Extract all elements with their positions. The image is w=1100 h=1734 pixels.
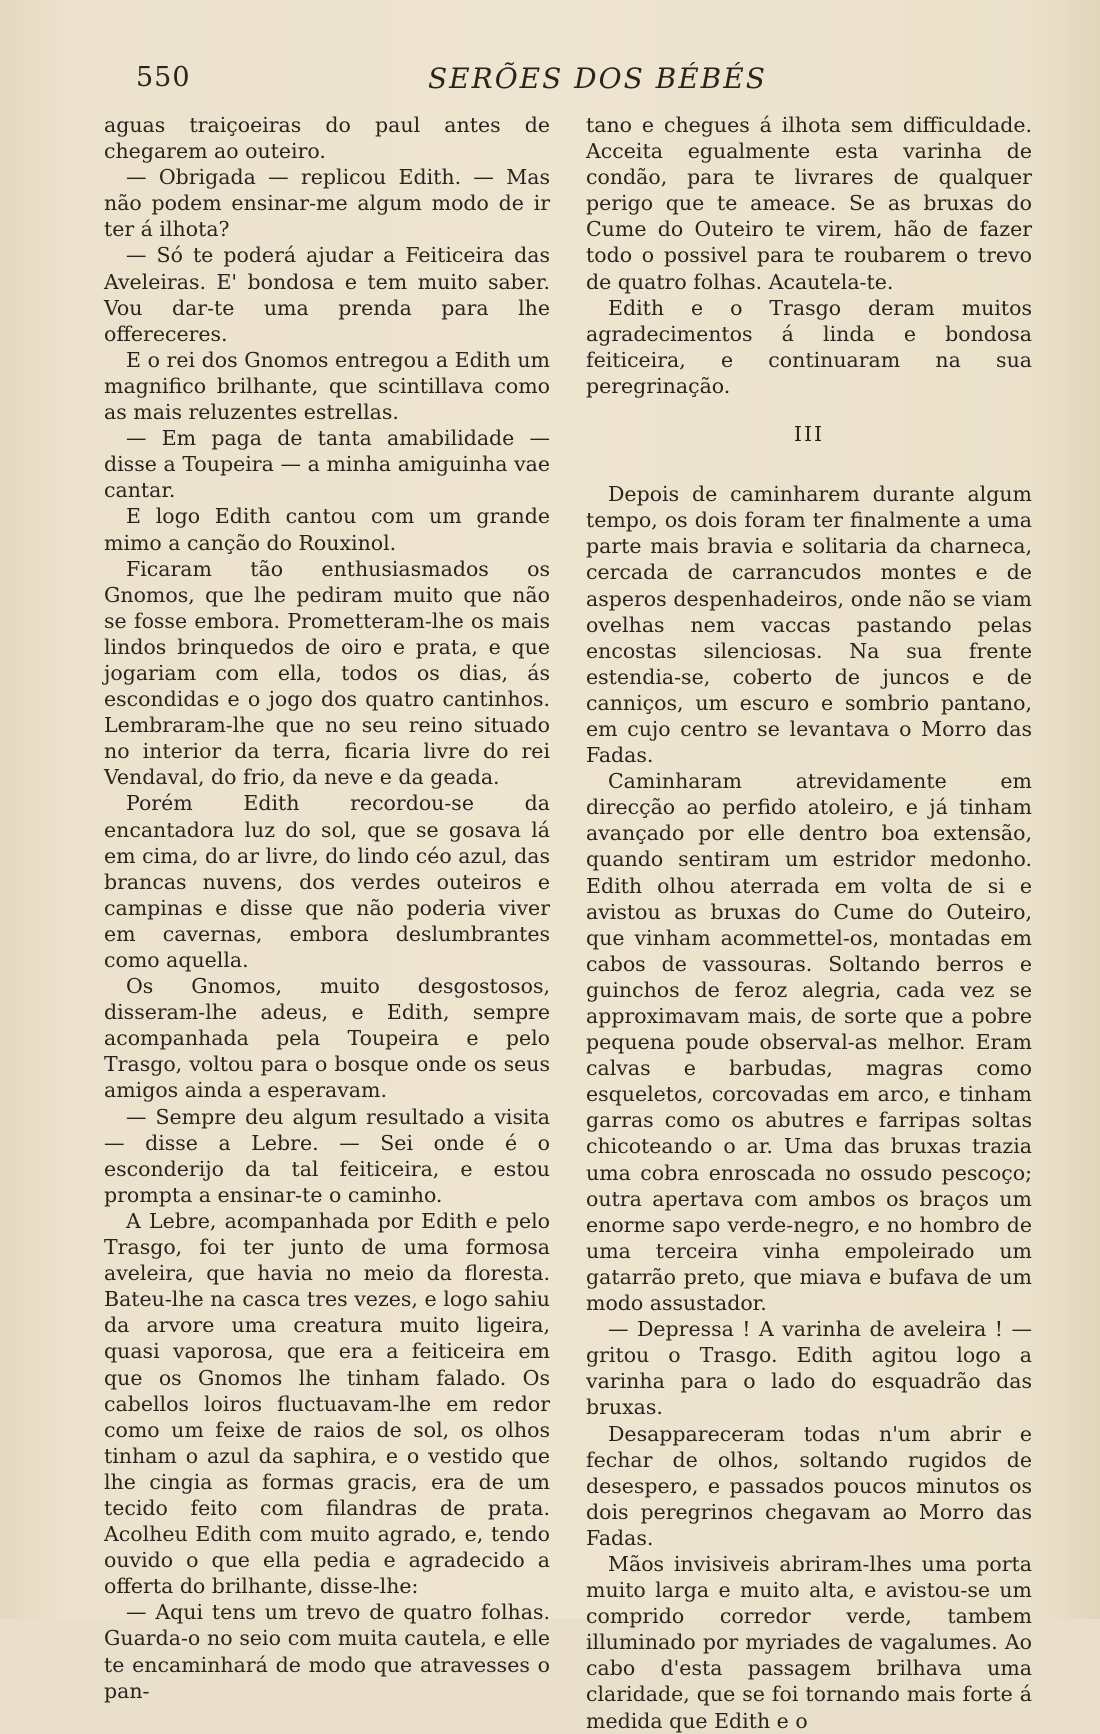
paragraph: Caminharam atrevidamente em direcção ao perfido atoleiro, e já tinham avançado por elle dentro boa extensão, quando sentiram um estridor medonho. Edith olhou aterrada em volta de si e avistou as bruxas do Cume do Outeiro, que vinham acommettel-os, montadas em cabos de vassouras. Soltando berros e guinchos de feroz alegria, cada vez se approximavam mais, de sorte que a pobre pequena poude observal-as melhor. Eram calvas e barbudas, magras como esqueletos, corcovadas em arco, e tinham garras como os abutres e farripas soltas chicoteando o ar. Uma das bruxas trazia uma cobra enroscada no ossudo pescoço; outra apertava com ambos os braços um enorme sapo verde-negro, e no hombro de uma terceira vinha empoleirado um gatarrão preto, que miava e bufava de um modo assustador.: [586, 769, 1032, 1316]
paragraph: — Aqui tens um trevo de quatro folhas. Guarda-o no seio com muita cautela, e elle te encaminhará de modo que atravesses o pan-: [104, 1600, 550, 1703]
left-column: [104, 112, 550, 1704]
paragraph: — Depressa ! A varinha de aveleira ! — gritou o Trasgo. Edith agitou logo a varinha para o lado do esquadrão das bruxas.: [586, 1317, 1032, 1420]
paragraph: Mãos invisiveis abriram-lhes uma porta muito larga e muito alta, e avistou-se um comprido corredor verde, tambem illuminado por myriades de vagalumes. Ao cabo d'esta passagem brilhava uma claridade, que se foi tornando mais forte á medida que Edith e o: [586, 1551, 1032, 1733]
paragraph: aguas traiçoeiras do paul antes de chegarem ao outeiro.: [104, 113, 550, 164]
section-heading: III: [793, 422, 825, 447]
running-title: SERÕES DOS BÉBÉS: [428, 62, 767, 95]
paragraph: — Obrigada — replicou Edith. — Mas não podem ensinar-me algum modo de ir ter á ilhota?: [104, 165, 550, 242]
paragraph: E o rei dos Gnomos entregou a Edith um magnifico brilhante, que scintillava como as mais reluzentes estrellas.: [104, 347, 550, 425]
paragraph: Porém Edith recordou-se da encantadora luz do sol, que se gosava lá em cima, do ar livre, do lindo céo azul, das brancas nuvens, dos verdes outeiros e campinas e disse que não poderia viver em cavernas, embora deslumbrantes como aquella.: [104, 791, 550, 972]
page-number: 550: [136, 62, 191, 93]
paragraph: — Sempre deu algum resultado a visita — disse a Lebre. — Sei onde é o esconderijo da tal feiticeira, e estou prompta a ensinar-te o caminho.: [104, 1104, 550, 1207]
paragraph: Ficaram tão enthusiasmados os Gnomos, que lhe pediram muito que não se fosse embora. Prometteram-lhe os mais lindos brinquedos de oiro e prata, e que jogariam com ella, todos os dias, ás escondidas e o jogo dos quatro cantinhos. Lembraram-lhe que no seu reino situado no interior da terra, ficaria livre do rei Vendaval, do frio, da neve e da geada.: [104, 556, 550, 790]
paragraph: Desappareceram todas n'um abrir e fechar de olhos, soltando rugidos de desespero, e passados poucos minutos os dois peregrinos chegavam ao Morro das Fadas.: [586, 1421, 1032, 1550]
paragraph: — Só te poderá ajudar a Feiticeira das Aveleiras. E' bondosa e tem muito saber. Vou dar-te uma prenda para lhe offereceres.: [104, 243, 550, 346]
right-column: [586, 112, 1032, 1734]
paragraph: A Lebre, acompanhada por Edith e pelo Trasgo, foi ter junto de uma formosa aveleira, que havia no meio da floresta. Bateu-lhe na casca tres vezes, e logo sahiu da arvore uma creatura muito ligeira, quasi vaporosa, que era a feiticeira em que os Gnomos lhe tinham falado. Os cabellos loiros fluctuavam-lhe em redor como um feixe de raios de sol, os olhos tinham o azul da saphira, e o vestido que lhe cingia as formas gracis, era de um tecido feito com filandras de prata. Acolheu Edith com muito agrado, e, tendo ouvido o que ella pedia e agradecido a offerta do brilhante, disse-lhe:: [104, 1208, 550, 1599]
paragraph: E logo Edith cantou com um grande mimo a canção do Rouxinol.: [104, 504, 550, 555]
paragraph: Os Gnomos, muito desgostosos, disseram-lhe adeus, e Edith, sempre acompanhada pela Toupeira e pelo Trasgo, voltou para o bosque onde os seus amigos ainda a esperavam.: [104, 974, 550, 1103]
page-header: [0, 62, 1100, 102]
paragraph: Edith e o Trasgo deram muitos agradecimentos á linda e bondosa feiticeira, e continuaram na sua peregrinação.: [586, 295, 1032, 398]
paragraph: tano e chegues á ilhota sem difficuldade. Acceita egualmente esta varinha de condão, para te livrares de qualquer perigo que te ameace. Se as bruxas do Cume do Outeiro te virem, hão de fazer todo o possivel para te roubarem o trevo de quatro folhas. Acautela-te.: [586, 113, 1032, 294]
paragraph: Depois de caminharem durante algum tempo, os dois foram ter finalmente a uma parte mais bravia e solitaria da charneca, cercada de carrancudos montes e de asperos despenhadeiros, onde não se viam ovelhas nem vaccas pastando pelas encostas silenciosas. Na sua frente estendia-se, coberto de juncos e de canniços, um escuro e sombrio pantano, em cujo centro se levantava o Morro das Fadas.: [586, 482, 1032, 768]
paragraph: — Em paga de tanta amabilidade — disse a Toupeira — a minha amiguinha vae cantar.: [104, 426, 550, 503]
